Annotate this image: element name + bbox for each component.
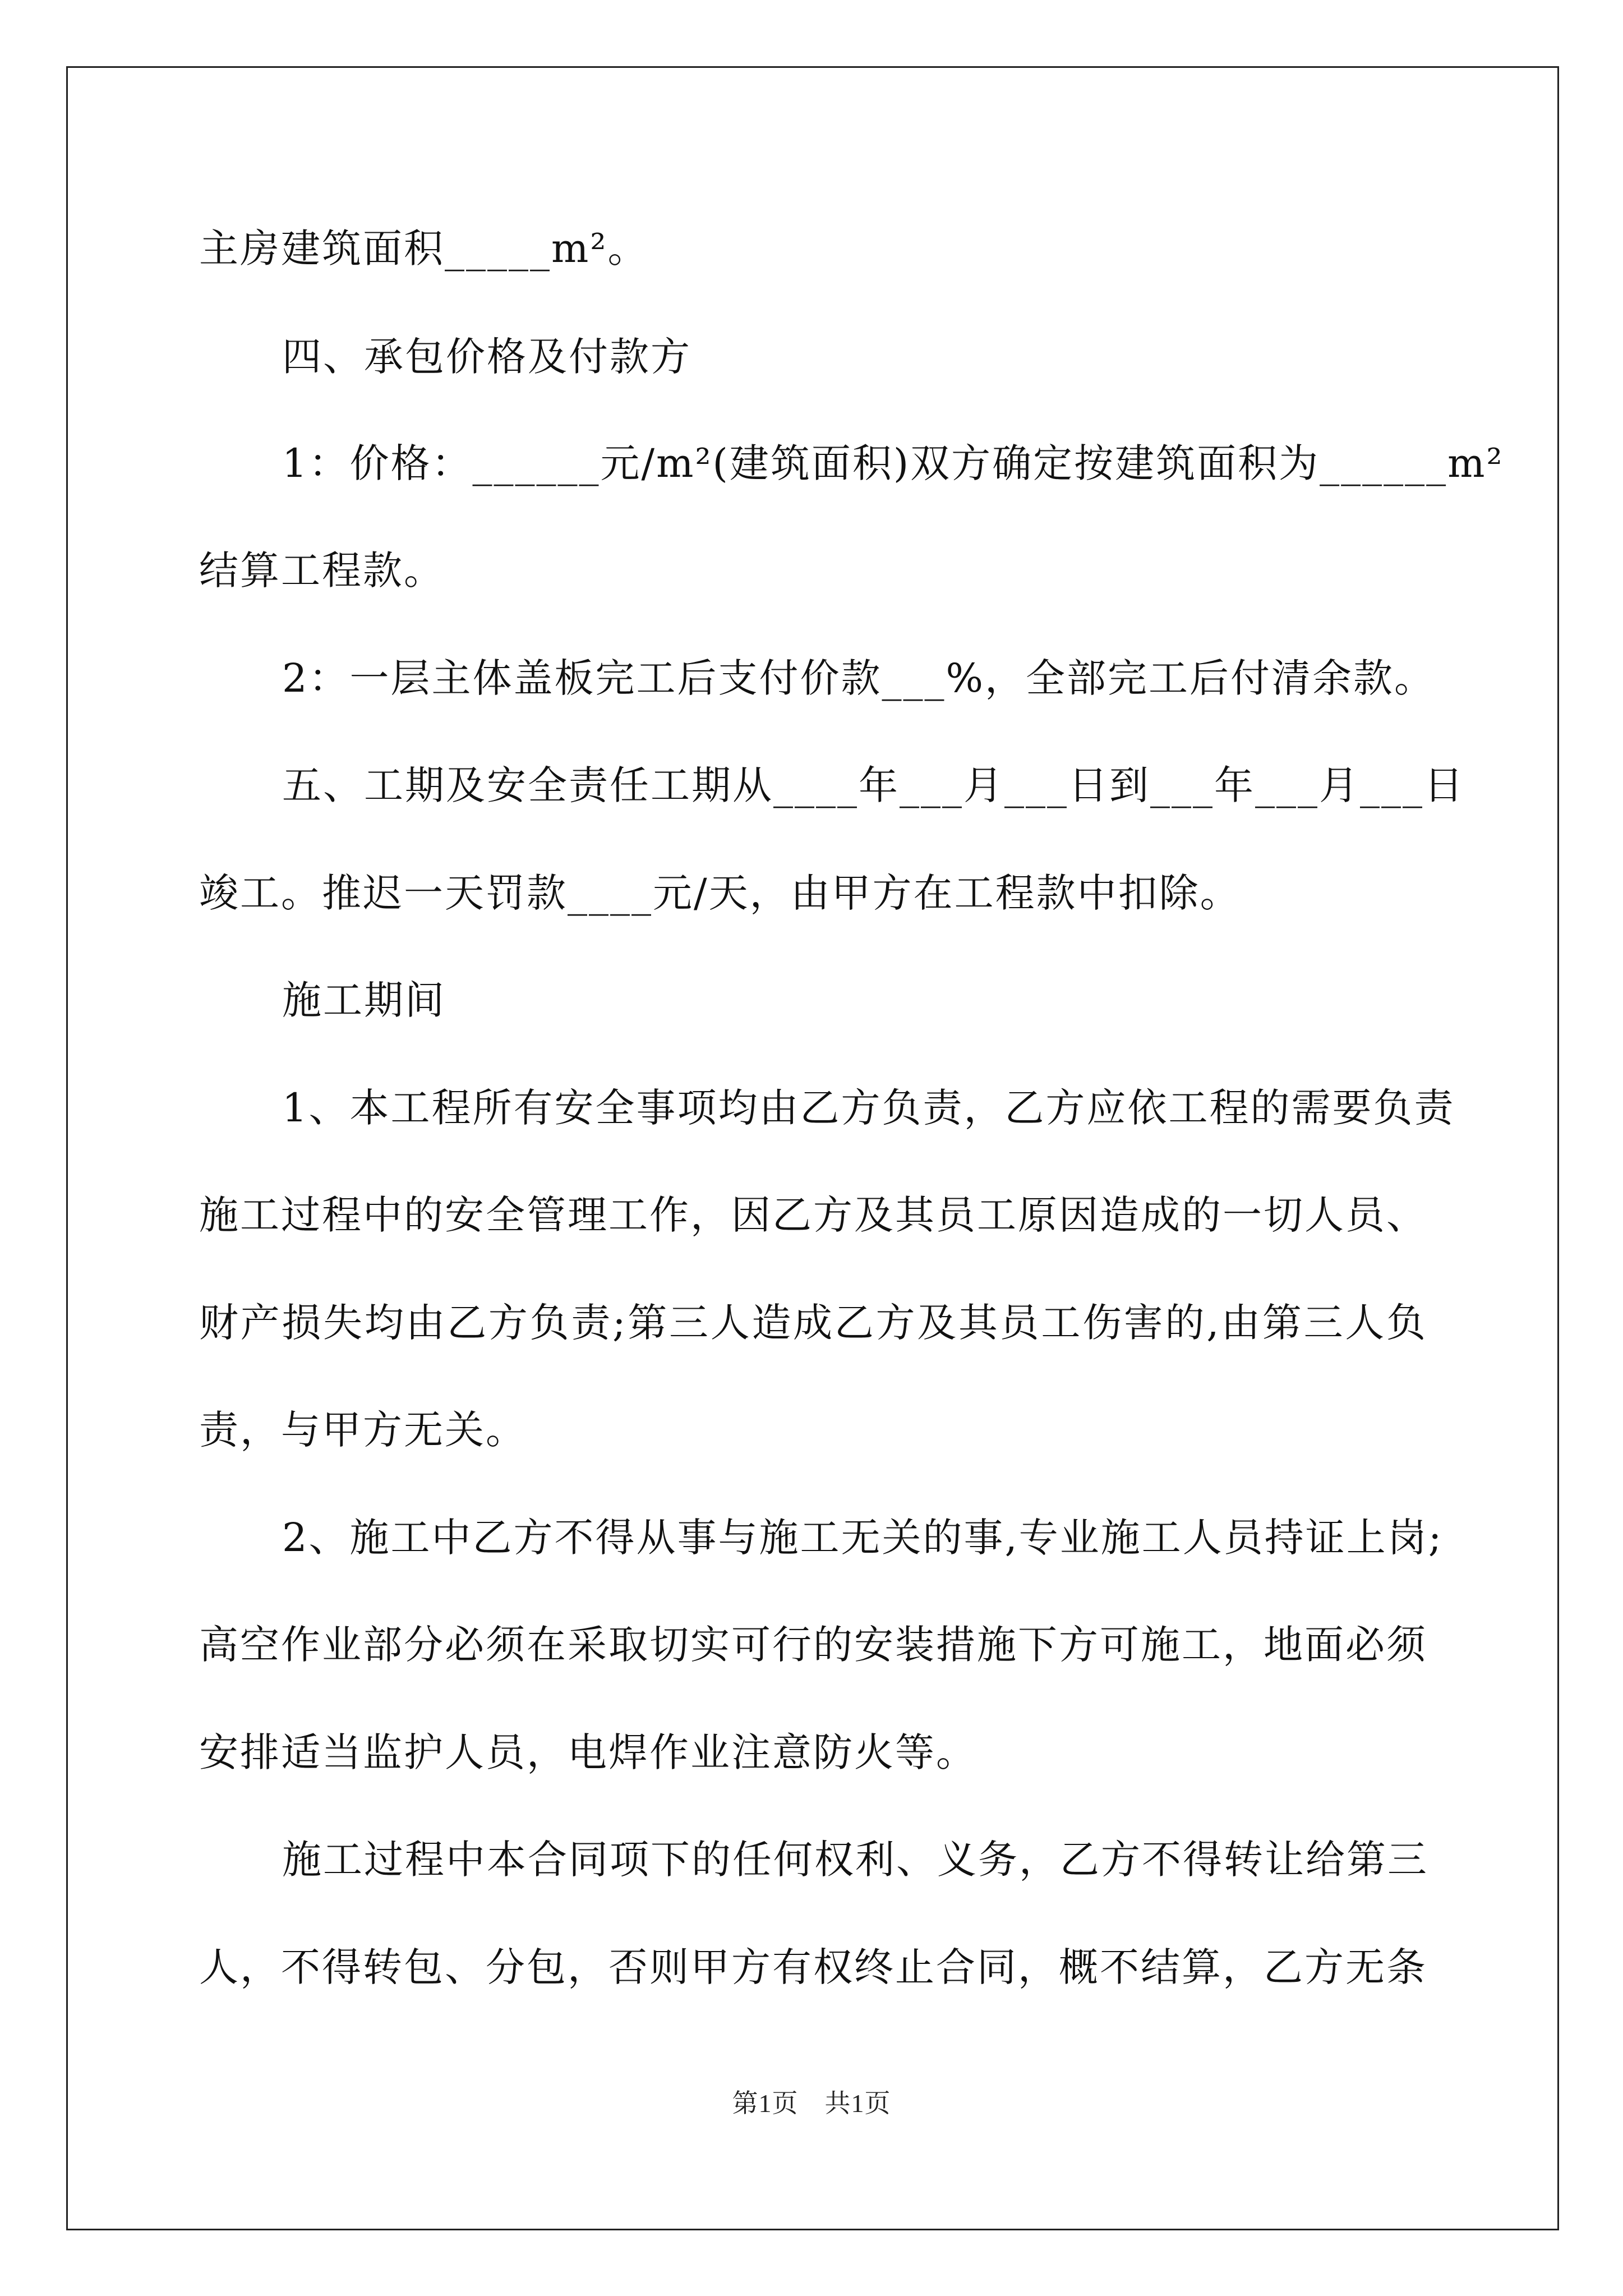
text-line-safety-3: 财产损失均由乙方负责;第三人造成乙方及其员工伤害的,由第三人负 — [199, 1300, 1427, 1346]
page-number-footer: 第1页 共1页 — [732, 2089, 891, 2118]
text-line-area: 主房建筑面积_____m²。 — [199, 226, 649, 272]
text-line-safety-2: 施工过程中的安全管理工作，因乙方及其员工原因造成的一切人员、 — [199, 1192, 1427, 1238]
text-line-transfer-2: 人，不得转包、分包，否则甲方有权终止合同，概不结算，乙方无条 — [199, 1944, 1427, 1990]
subheading-construction-period: 施工期间 — [282, 977, 446, 1023]
text-line-price: 1：价格：______元/m²(建筑面积)双方确定按建筑面积为______m² — [282, 440, 1504, 486]
section-heading-schedule: 五、工期及安全责任工期从____年___月___日到___年___月___日 — [282, 762, 1465, 808]
page-border — [66, 66, 1559, 2230]
text-line-conduct-1: 2、施工中乙方不得从事与施工无关的事,专业施工人员持证上岗; — [282, 1515, 1444, 1561]
text-line-safety-4: 责，与甲方无关。 — [199, 1407, 527, 1453]
text-line-conduct-3: 安排适当监护人员，电焊作业注意防火等。 — [199, 1729, 977, 1775]
text-line-safety-1: 1、本工程所有安全事项均由乙方负责，乙方应依工程的需要负责 — [282, 1085, 1455, 1131]
text-line-conduct-2: 高空作业部分必须在采取切实可行的安装措施下方可施工，地面必须 — [199, 1622, 1427, 1668]
text-line-settlement: 结算工程款。 — [199, 547, 445, 593]
text-line-completion: 竣工。推迟一天罚款____元/天，由甲方在工程款中扣除。 — [199, 870, 1241, 916]
section-heading-price: 四、承包价格及付款方 — [282, 334, 691, 380]
text-line-transfer-1: 施工过程中本合同项下的任何权利、义务，乙方不得转让给第三 — [282, 1837, 1428, 1883]
text-line-payment: 2：一层主体盖板完工后支付价款___%，全部完工后付清余款。 — [282, 655, 1436, 701]
